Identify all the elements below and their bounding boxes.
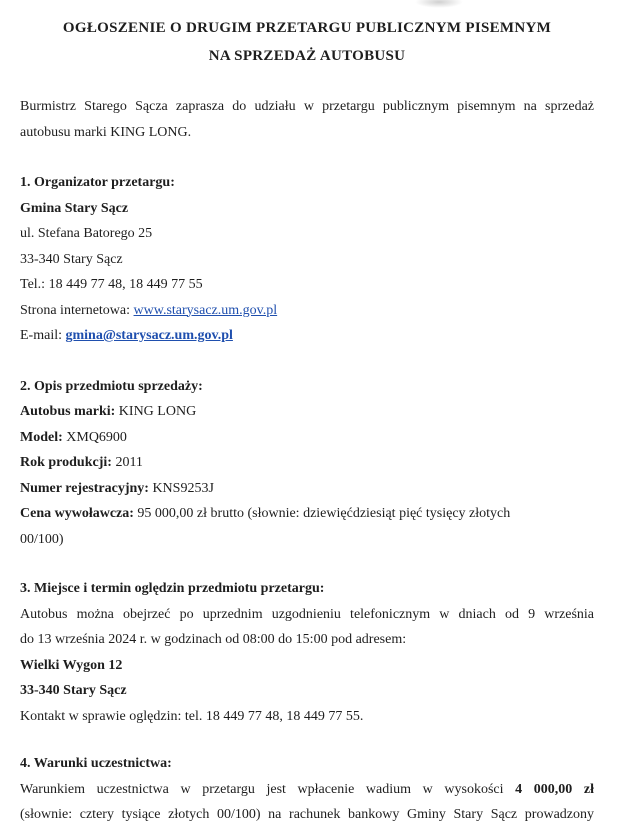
section-inspection-heading: 3. Miejsce i termin oględzin przedmiotu przetargu: — [20, 581, 325, 596]
field-model — [20, 425, 594, 451]
document-title — [20, 14, 594, 70]
intro-paragraph — [20, 94, 594, 145]
section-organizer — [20, 170, 594, 349]
field-price-value: 95 000,00 zł brutto (słownie: dziewięćdziesiąt pięć tysięcy złotych — [133, 506, 511, 521]
website-label: Strona internetowa: — [20, 302, 134, 318]
document-title-line1: OGŁOSZENIE O DRUGIM PRZETARGU PUBLICZNYM PISEMNYM — [62, 20, 552, 36]
section-subject-heading: 2. Opis przedmiotu sprzedaży: — [20, 378, 203, 394]
field-price-label: Cena wywoławcza: — [20, 506, 134, 521]
field-price-line2: 00/100) — [20, 531, 64, 547]
email-link[interactable]: gmina@starysacz.um.gov.pl — [65, 328, 233, 343]
field-registration-value: KNS9253J — [148, 480, 214, 496]
organizer-website-line — [20, 298, 594, 324]
field-brand — [20, 399, 594, 425]
document-title-line2: NA SPRZEDAŻ AUTOBUSU — [208, 48, 406, 64]
organizer-name: Gmina Stary Sącz — [20, 200, 129, 216]
conditions-body-line1 — [20, 777, 594, 803]
deposit-amount: 4 000,00 zł — [515, 781, 595, 797]
section-conditions-heading: 4. Warunki uczestnictwa: — [20, 756, 172, 771]
intro-line2: autobusu marki KING LONG. — [20, 124, 192, 140]
inspection-contact: Kontakt w sprawie oględzin: tel. 18 449 77 48, 18 449 77 55. — [20, 708, 364, 724]
field-model-value: XMQ6900 — [62, 429, 127, 445]
inspection-address-line2: 33-340 Stary Sącz — [20, 683, 127, 698]
field-price-line1 — [20, 501, 594, 527]
field-year-value: 2011 — [111, 455, 143, 470]
field-model-label: Model: — [20, 429, 63, 445]
inspection-address-line1: Wielki Wygon 12 — [20, 657, 123, 673]
website-link[interactable]: www.starysacz.um.gov.pl — [133, 302, 278, 318]
section-inspection — [20, 576, 594, 729]
organizer-city: 33-340 Stary Sącz — [20, 251, 123, 267]
organizer-email-line — [20, 323, 594, 349]
section-conditions — [20, 751, 594, 828]
section-organizer-heading: 1. Organizator przetargu: — [20, 175, 175, 190]
field-brand-label: Autobus marki: — [20, 404, 116, 419]
email-label: E-mail: — [20, 328, 66, 343]
field-brand-value: KING LONG — [115, 404, 197, 419]
conditions-body-regular: Warunkiem uczestnictwa w przetargu jest wpłacenie wadium w wysokości — [20, 781, 504, 797]
intro-line1: Burmistrz Starego Sącza zaprasza do udziału w przetargu publicznym pisemnym na sprzedaż — [20, 99, 594, 114]
organizer-phone: Tel.: 18 449 77 48, 18 449 77 55 — [20, 277, 203, 292]
field-registration — [20, 476, 594, 502]
inspection-body-line2: do 13 września 2024 r. w godzinach od 08:00 do 15:00 pod adresem: — [20, 632, 407, 647]
section-subject — [20, 374, 594, 553]
conditions-body-line2: (słownie: cztery tysiące złotych 00/100) na rachunek bankowy Gminy Stary Sącz prowadzony — [20, 807, 594, 822]
field-year — [20, 450, 594, 476]
inspection-body-line1: Autobus można obejrzeć po uprzednim uzgodnieniu telefonicznym w dniach od 9 września — [20, 606, 594, 622]
field-registration-label: Numer rejestracyjny: — [20, 480, 149, 496]
field-year-label: Rok produkcji: — [20, 455, 112, 470]
organizer-street: ul. Stefana Batorego 25 — [20, 226, 153, 241]
